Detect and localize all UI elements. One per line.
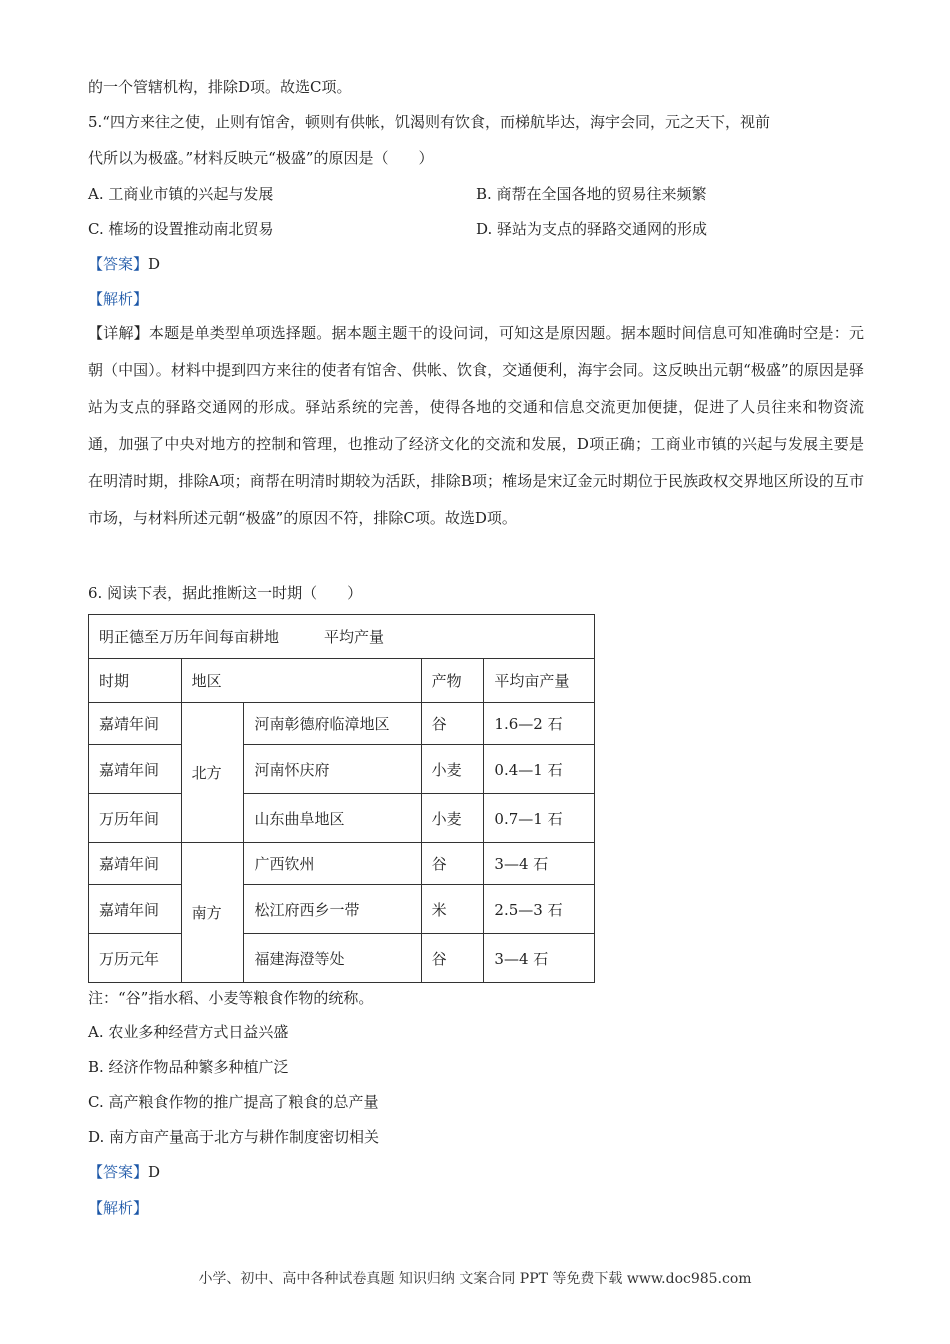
cell-yield: 1.6—2 石 xyxy=(484,703,595,745)
table-note: 注：“谷”指水稻、小麦等粮食作物的统称。 xyxy=(88,989,374,1007)
q6-stem: 6. 阅读下表，据此推断这一时期（ ） xyxy=(88,584,363,602)
cell-place: 松江府西乡一带 xyxy=(244,885,421,934)
previous-answer-tail: 的一个管辖机构，排除D项。故选C项。 xyxy=(88,78,352,96)
table-row xyxy=(89,934,595,983)
cell-period: 万历元年 xyxy=(89,934,182,983)
q6-option-d: D. 南方亩产量高于北方与耕作制度密切相关 xyxy=(88,1128,380,1146)
table-row xyxy=(89,745,595,794)
q5-stem-line2: 代所以为极盛。”材料反映元“极盛”的原因是（ ） xyxy=(88,149,434,167)
table-row xyxy=(89,843,595,885)
q6-option-a: A. 农业多种经营方式日益兴盛 xyxy=(88,1023,289,1041)
page-footer: 小学、初中、高中各种试卷真题 知识归纳 文案合同 PPT 等免费下载 www.doc985.com xyxy=(198,1271,752,1287)
q6-analysis-label: 【解析】 xyxy=(88,1199,149,1217)
header-crop: 产物 xyxy=(421,659,484,703)
cell-crop: 谷 xyxy=(421,934,484,983)
cell-period: 嘉靖年间 xyxy=(89,885,182,934)
table-row xyxy=(89,703,595,745)
q5-answer xyxy=(88,253,160,275)
cell-period: 嘉靖年间 xyxy=(89,745,182,794)
answer-label: 【答案】 xyxy=(88,1163,149,1181)
answer-value: D xyxy=(148,255,161,273)
table-header-row xyxy=(89,659,595,703)
cell-yield: 3—4 石 xyxy=(484,843,595,885)
q5-option-d: D. 驿站为支点的驿路交通网的形成 xyxy=(476,220,708,238)
cell-yield: 0.4—1 石 xyxy=(484,745,595,794)
answer-value: D xyxy=(148,1163,161,1181)
region-south: 南方 xyxy=(181,843,244,983)
cell-yield: 2.5—3 石 xyxy=(484,885,595,934)
cell-period: 嘉靖年间 xyxy=(89,703,182,745)
cell-place: 河南彰德府临漳地区 xyxy=(244,703,421,745)
detail-label: 【详解】 xyxy=(88,324,149,342)
detail-text: 本题是单类型单项选择题。据本题主题干的设问词，可知这是原因题。据本题时间信息可知准确时空是：元朝（中国）。材料中提到四方来往的使者有馆舍、供帐、饮食，交通便利，海宇会同。这反映出元朝“极盛”的原因是驿站为支点的驿路交通网的形成。驿站系统的完善，使得各地的交通和信息交流更加便捷，促进了人员往来和物资流通，加强了中央对地方的控制和管理，也推动了经济文化的交流和发展，D项正确；工商业市镇的兴起与发展主要是在明清时期，排除A项；商帮在明清时期较为活跃，排除B项；榷场是宋辽金元时期位于民族政权交界地区所设的互市市场，与材料所述元朝“极盛”的原因不符，排除C项。故选D项。 xyxy=(88,324,864,527)
cell-period: 万历年间 xyxy=(89,794,182,843)
table-row xyxy=(89,885,595,934)
table-title: 明正德至万历年间每亩耕地 平均产量 xyxy=(89,615,595,659)
cell-place: 广西钦州 xyxy=(244,843,421,885)
region-north: 北方 xyxy=(181,703,244,843)
cell-crop: 谷 xyxy=(421,843,484,885)
cell-period: 嘉靖年间 xyxy=(89,843,182,885)
table-row xyxy=(89,794,595,843)
answer-label: 【答案】 xyxy=(88,255,149,273)
q5-analysis-label: 【解析】 xyxy=(88,290,149,308)
cell-crop: 小麦 xyxy=(421,794,484,843)
q5-option-a: A. 工商业市镇的兴起与发展 xyxy=(88,185,274,203)
cell-place: 福建海澄等处 xyxy=(244,934,421,983)
header-region: 地区 xyxy=(181,659,421,703)
yield-table xyxy=(88,614,595,983)
cell-place: 山东曲阜地区 xyxy=(244,794,421,843)
cell-crop: 谷 xyxy=(421,703,484,745)
q6-option-c: C. 高产粮食作物的推广提高了粮食的总产量 xyxy=(88,1093,379,1111)
q6-option-b: B. 经济作物品种繁多种植广泛 xyxy=(88,1058,289,1076)
q5-option-c: C. 榷场的设置推动南北贸易 xyxy=(88,220,274,238)
cell-crop: 米 xyxy=(421,885,484,934)
q5-stem-line1: 5.“四方来往之使，止则有馆舍，顿则有供帐，饥渴则有饮食，而梯航毕达，海宇会同，元之天下，视前 xyxy=(88,113,770,131)
q5-detail-paragraph xyxy=(88,315,864,537)
cell-yield: 3—4 石 xyxy=(484,934,595,983)
header-yield: 平均亩产量 xyxy=(484,659,595,703)
cell-place: 河南怀庆府 xyxy=(244,745,421,794)
cell-crop: 小麦 xyxy=(421,745,484,794)
q5-option-b: B. 商帮在全国各地的贸易往来频繁 xyxy=(476,185,707,203)
q6-answer xyxy=(88,1161,160,1183)
header-period: 时期 xyxy=(89,659,182,703)
cell-yield: 0.7—1 石 xyxy=(484,794,595,843)
